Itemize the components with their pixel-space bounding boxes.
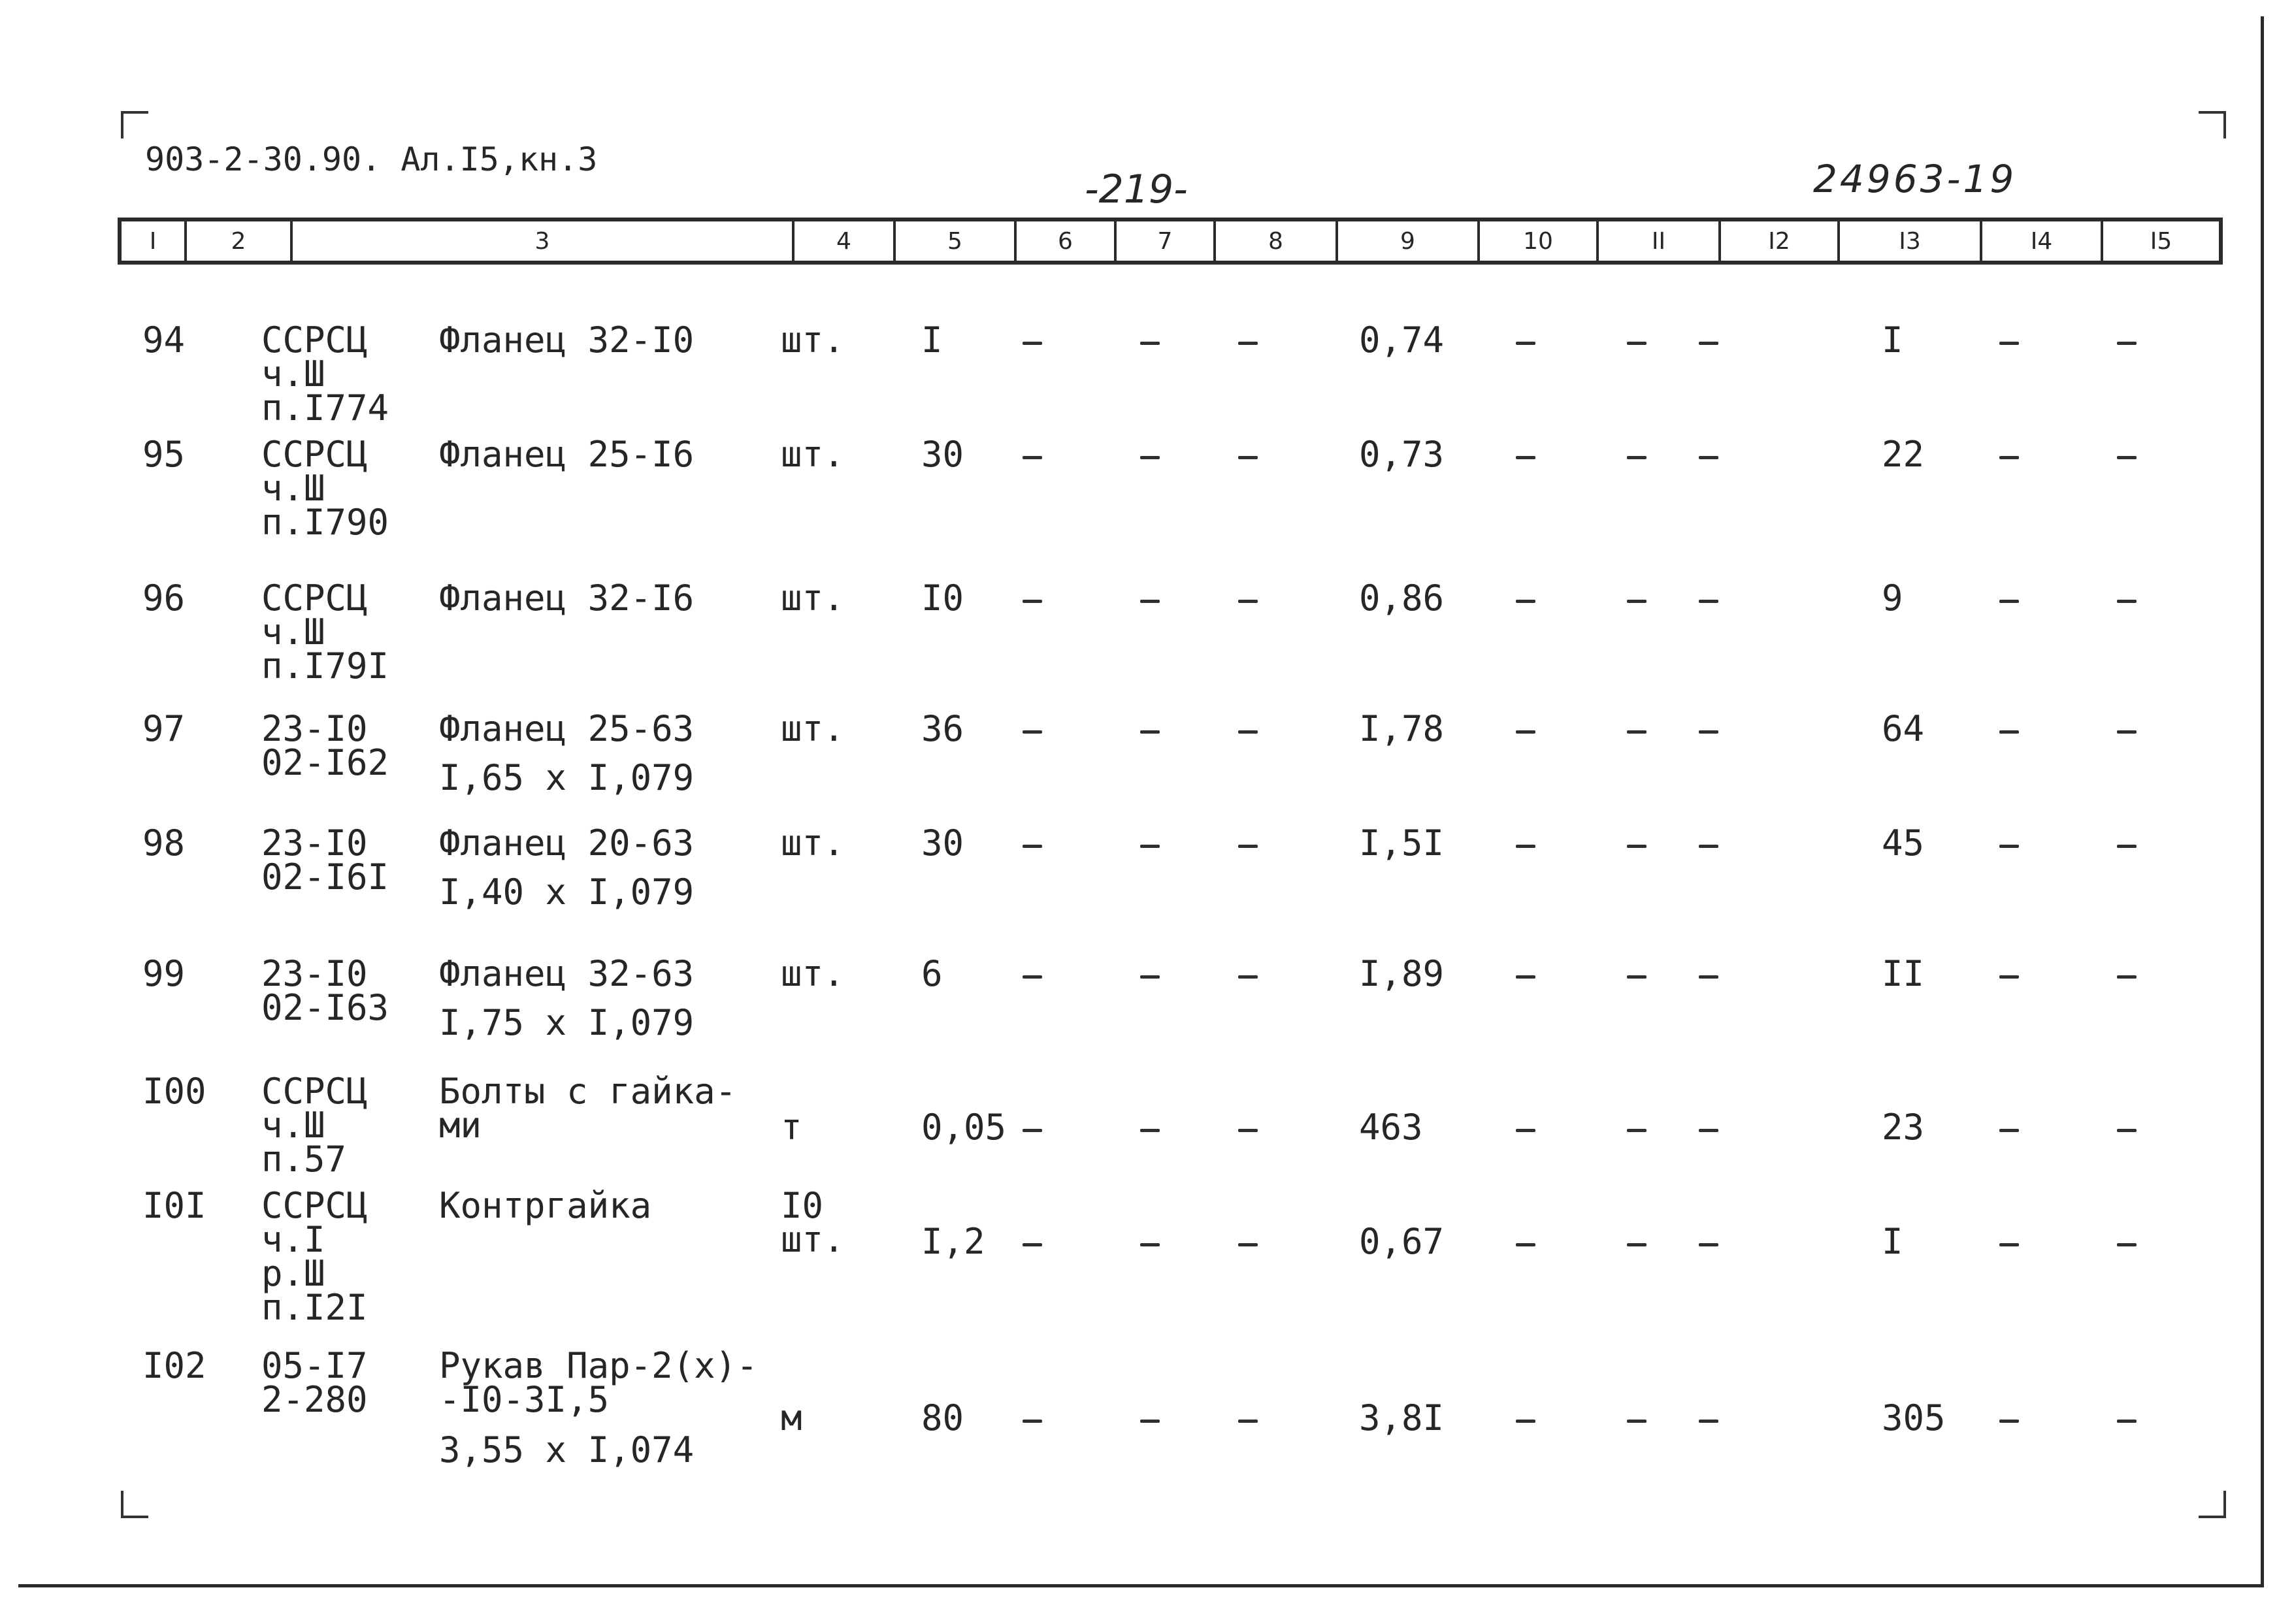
row-code-line: ч.Ш xyxy=(261,1105,325,1146)
empty-cell-dash xyxy=(1238,730,1258,734)
row-unit-line: шт. xyxy=(781,953,845,994)
row-code-line: п.I774 xyxy=(261,387,389,429)
empty-cell-dash xyxy=(1023,1243,1042,1246)
empty-cell-dash xyxy=(1627,342,1647,345)
empty-cell-dash xyxy=(1023,730,1042,734)
corner-mark-top-right xyxy=(2199,111,2226,138)
empty-cell-dash xyxy=(1627,1243,1647,1246)
empty-cell-dash xyxy=(1999,1243,2019,1246)
column-header: 9 xyxy=(1338,221,1480,261)
row-name-line: Фланец 20-63 xyxy=(439,822,695,864)
empty-cell-dash xyxy=(1140,456,1160,459)
row-code-line: п.I79I xyxy=(261,645,389,687)
empty-cell-dash xyxy=(1516,845,1535,848)
row-total-weight: 64 xyxy=(1882,708,1925,749)
row-number: 96 xyxy=(142,577,186,619)
row-unit-line: шт. xyxy=(781,434,845,475)
empty-cell-dash xyxy=(1999,730,2019,734)
row-name-line: Фланец 32-63 xyxy=(439,953,695,994)
row-number: 94 xyxy=(142,319,186,361)
empty-cell-dash xyxy=(1627,730,1647,734)
row-unit-weight: I,5I xyxy=(1359,822,1445,864)
row-name-line: I,40 x I,079 xyxy=(439,871,695,913)
column-header: 4 xyxy=(795,221,896,261)
row-quantity: 6 xyxy=(921,953,943,994)
row-unit-weight: I,78 xyxy=(1359,708,1445,749)
row-unit-line: шт. xyxy=(781,708,845,749)
row-name-line: Контргайка xyxy=(439,1185,652,1226)
empty-cell-dash xyxy=(1238,342,1258,345)
empty-cell-dash xyxy=(1238,1129,1258,1132)
empty-cell-dash xyxy=(1516,456,1535,459)
row-name-line: Болты с гайка- xyxy=(439,1071,737,1112)
empty-cell-dash xyxy=(2117,730,2137,734)
row-number: 98 xyxy=(142,822,186,864)
row-name-line: -I0-3I,5 xyxy=(439,1379,610,1420)
row-unit-line: т xyxy=(781,1107,802,1148)
empty-cell-dash xyxy=(1516,1129,1535,1132)
row-unit-weight: 0,73 xyxy=(1359,434,1445,475)
empty-cell-dash xyxy=(2117,342,2137,345)
row-total-weight: 9 xyxy=(1882,577,1903,619)
row-name-line: 3,55 x I,074 xyxy=(439,1429,695,1470)
row-code-line: ССРСЦ xyxy=(261,1185,368,1226)
empty-cell-dash xyxy=(1516,975,1535,979)
row-code-line: р.Ш xyxy=(261,1253,325,1294)
column-header: 5 xyxy=(896,221,1017,261)
row-code-line: 23-I0 xyxy=(261,953,368,994)
row-unit-line: I0 xyxy=(781,1185,824,1226)
row-code-line: ч.Ш xyxy=(261,611,325,653)
empty-cell-dash xyxy=(1238,1420,1258,1423)
row-unit-weight: 0,74 xyxy=(1359,319,1445,361)
column-header: 6 xyxy=(1017,221,1117,261)
empty-cell-dash xyxy=(1140,975,1160,979)
row-quantity: 36 xyxy=(921,708,964,749)
empty-cell-dash xyxy=(1238,845,1258,848)
empty-cell-dash xyxy=(2117,845,2137,848)
empty-cell-dash xyxy=(1140,600,1160,603)
empty-cell-dash xyxy=(2117,975,2137,979)
empty-cell-dash xyxy=(1140,845,1160,848)
empty-cell-dash xyxy=(1999,342,2019,345)
row-unit-line: шт. xyxy=(781,577,845,619)
row-code-line: п.I790 xyxy=(261,502,389,543)
row-total-weight: 305 xyxy=(1882,1397,1946,1438)
row-quantity: 30 xyxy=(921,434,964,475)
empty-cell-dash xyxy=(1699,845,1718,848)
row-unit-line: шт. xyxy=(781,1219,845,1260)
empty-cell-dash xyxy=(1699,342,1718,345)
column-header-row xyxy=(118,218,2223,265)
inventory-number: 24963-19 xyxy=(1813,157,2017,201)
row-code-line: 02-I62 xyxy=(261,742,389,783)
sheet-edge-bottom xyxy=(18,1584,2264,1587)
empty-cell-dash xyxy=(1140,1420,1160,1423)
empty-cell-dash xyxy=(2117,1243,2137,1246)
row-unit-line: шт. xyxy=(781,822,845,864)
corner-mark-top-left xyxy=(121,111,148,138)
empty-cell-dash xyxy=(1023,456,1042,459)
empty-cell-dash xyxy=(1516,342,1535,345)
row-code-line: 2-280 xyxy=(261,1379,368,1420)
row-name-line: Фланец 32-I6 xyxy=(439,577,695,619)
row-number: I0I xyxy=(142,1185,206,1226)
row-total-weight: 45 xyxy=(1882,822,1925,864)
empty-cell-dash xyxy=(1699,1420,1718,1423)
column-header: I2 xyxy=(1721,221,1840,261)
row-name-line: Фланец 32-I0 xyxy=(439,319,695,361)
row-name-line: Фланец 25-I6 xyxy=(439,434,695,475)
empty-cell-dash xyxy=(1238,1243,1258,1246)
empty-cell-dash xyxy=(1023,342,1042,345)
empty-cell-dash xyxy=(1627,1129,1647,1132)
empty-cell-dash xyxy=(1140,342,1160,345)
empty-cell-dash xyxy=(1999,456,2019,459)
empty-cell-dash xyxy=(1516,1420,1535,1423)
row-code-line: ССРСЦ xyxy=(261,577,368,619)
empty-cell-dash xyxy=(1999,1420,2019,1423)
document-code: 903-2-30.90. Ал.I5,кн.3 xyxy=(145,140,598,178)
row-total-weight: 23 xyxy=(1882,1107,1925,1148)
empty-cell-dash xyxy=(1516,730,1535,734)
empty-cell-dash xyxy=(2117,600,2137,603)
empty-cell-dash xyxy=(1999,600,2019,603)
column-header: I4 xyxy=(1982,221,2103,261)
row-unit-line: м xyxy=(781,1397,802,1438)
empty-cell-dash xyxy=(1627,975,1647,979)
row-unit-weight: I,89 xyxy=(1359,953,1445,994)
row-name-line: I,75 x I,079 xyxy=(439,1002,695,1043)
row-unit-weight: 3,8I xyxy=(1359,1397,1445,1438)
empty-cell-dash xyxy=(1699,975,1718,979)
row-name-line: I,65 x I,079 xyxy=(439,757,695,798)
row-total-weight: I xyxy=(1882,319,1903,361)
empty-cell-dash xyxy=(2117,456,2137,459)
empty-cell-dash xyxy=(1627,600,1647,603)
corner-mark-bottom-right xyxy=(2199,1491,2226,1518)
empty-cell-dash xyxy=(1140,1243,1160,1246)
empty-cell-dash xyxy=(1699,1243,1718,1246)
row-name-line: Фланец 25-63 xyxy=(439,708,695,749)
row-name-line: Рукав Пар-2(x)- xyxy=(439,1345,758,1386)
empty-cell-dash xyxy=(1699,730,1718,734)
empty-cell-dash xyxy=(1238,600,1258,603)
empty-cell-dash xyxy=(1699,600,1718,603)
row-unit-line: шт. xyxy=(781,319,845,361)
column-header: I5 xyxy=(2150,227,2172,255)
row-code-line: ССРСЦ xyxy=(261,434,368,475)
row-quantity: 0,05 xyxy=(921,1107,1007,1148)
row-number: 95 xyxy=(142,434,186,475)
row-total-weight: I xyxy=(1882,1221,1903,1262)
column-header: 2 xyxy=(187,221,293,261)
row-quantity: 30 xyxy=(921,822,964,864)
empty-cell-dash xyxy=(1023,600,1042,603)
empty-cell-dash xyxy=(1023,1129,1042,1132)
row-number: I00 xyxy=(142,1071,206,1112)
empty-cell-dash xyxy=(1516,600,1535,603)
row-unit-weight: 0,86 xyxy=(1359,577,1445,619)
column-header: 3 xyxy=(293,221,795,261)
column-header: 7 xyxy=(1117,221,1216,261)
row-code-line: п.I2I xyxy=(261,1287,368,1328)
row-code-line: ч.I xyxy=(261,1219,325,1260)
row-code-line: ч.Ш xyxy=(261,353,325,395)
empty-cell-dash xyxy=(1699,456,1718,459)
row-code-line: ч.Ш xyxy=(261,468,325,509)
column-header: I xyxy=(122,221,187,261)
row-unit-weight: 463 xyxy=(1359,1107,1423,1148)
empty-cell-dash xyxy=(1999,975,2019,979)
row-unit-weight: 0,67 xyxy=(1359,1221,1445,1262)
column-header: 10 xyxy=(1480,221,1599,261)
empty-cell-dash xyxy=(1627,1420,1647,1423)
row-quantity: I xyxy=(921,319,943,361)
empty-cell-dash xyxy=(1238,456,1258,459)
empty-cell-dash xyxy=(1627,456,1647,459)
row-code-line: ССРСЦ xyxy=(261,1071,368,1112)
column-header: II xyxy=(1599,221,1721,261)
empty-cell-dash xyxy=(1140,1129,1160,1132)
column-header: 8 xyxy=(1216,221,1338,261)
empty-cell-dash xyxy=(1238,975,1258,979)
row-number: I02 xyxy=(142,1345,206,1386)
empty-cell-dash xyxy=(1023,1420,1042,1423)
empty-cell-dash xyxy=(2117,1420,2137,1423)
empty-cell-dash xyxy=(2117,1129,2137,1132)
row-number: 99 xyxy=(142,953,186,994)
row-code-line: 02-I63 xyxy=(261,987,389,1028)
row-quantity: I,2 xyxy=(921,1221,985,1262)
row-code-line: ССРСЦ xyxy=(261,319,368,361)
row-quantity: 80 xyxy=(921,1397,964,1438)
empty-cell-dash xyxy=(1699,1129,1718,1132)
sheet-edge-right xyxy=(2261,16,2264,1587)
empty-cell-dash xyxy=(1023,845,1042,848)
empty-cell-dash xyxy=(1023,975,1042,979)
row-name-line: ми xyxy=(439,1105,482,1146)
corner-mark-bottom-left xyxy=(121,1491,148,1518)
empty-cell-dash xyxy=(1999,845,2019,848)
row-code-line: 23-I0 xyxy=(261,708,368,749)
empty-cell-dash xyxy=(1627,845,1647,848)
column-header: I3 xyxy=(1840,221,1982,261)
row-code-line: 02-I6I xyxy=(261,856,389,898)
row-total-weight: 22 xyxy=(1882,434,1925,475)
row-number: 97 xyxy=(142,708,186,749)
row-code-line: 23-I0 xyxy=(261,822,368,864)
page-number: -219- xyxy=(1085,167,1188,212)
row-total-weight: II xyxy=(1882,953,1925,994)
row-quantity: I0 xyxy=(921,577,964,619)
empty-cell-dash xyxy=(1999,1129,2019,1132)
row-code-line: п.57 xyxy=(261,1139,347,1180)
empty-cell-dash xyxy=(1140,730,1160,734)
row-code-line: 05-I7 xyxy=(261,1345,368,1386)
empty-cell-dash xyxy=(1516,1243,1535,1246)
